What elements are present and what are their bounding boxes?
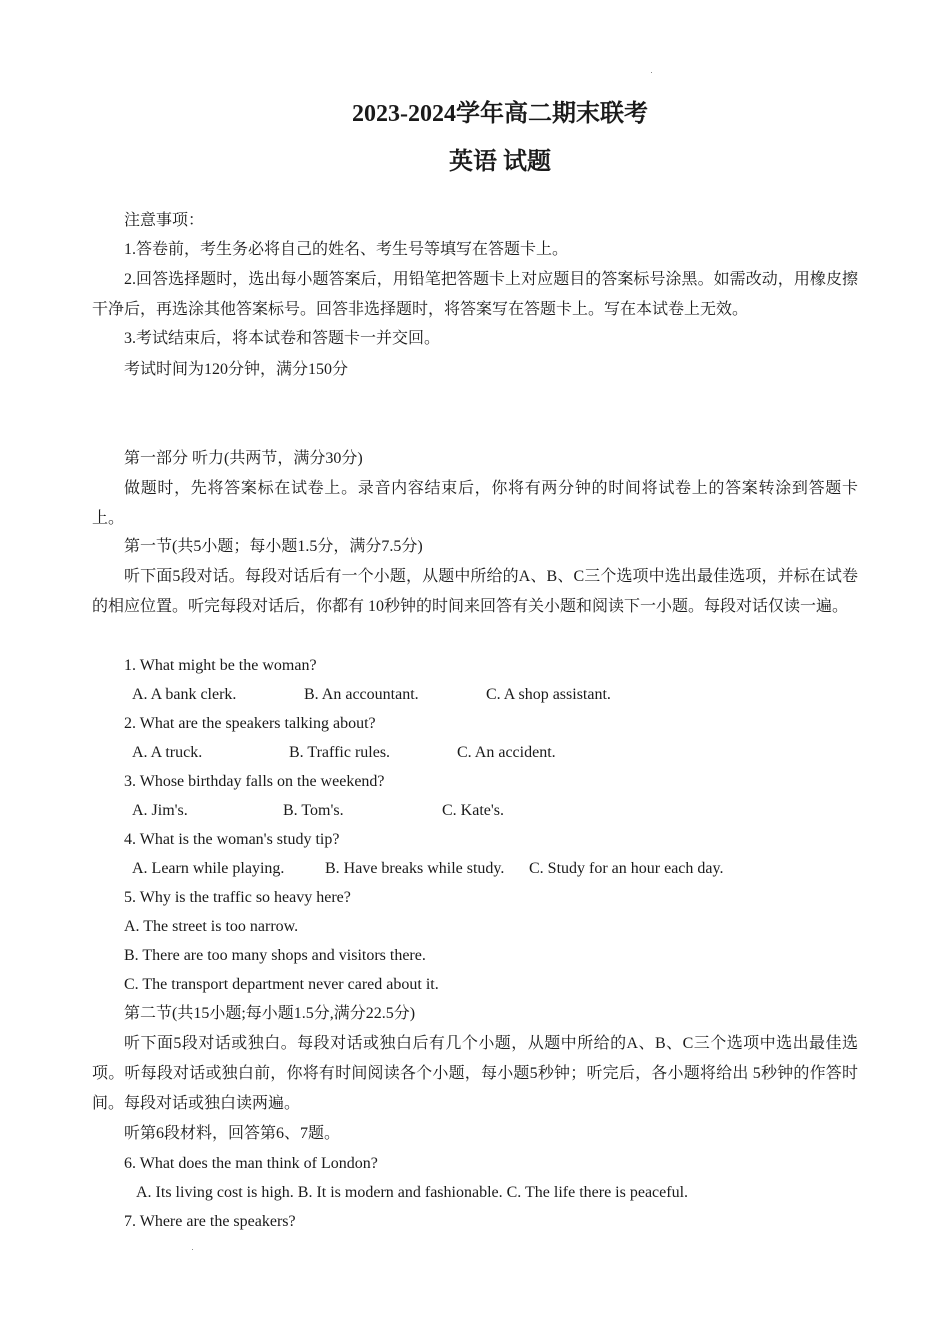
section2-heading: 第二节(共15小题;每小题1.5分,满分22.5分): [124, 1005, 416, 1022]
q1-option-c: C. A shop assistant.: [486, 686, 611, 703]
q2-option-b: B. Traffic rules.: [289, 744, 391, 761]
question-5: 5. Why is the traffic so heavy here?: [124, 889, 351, 906]
q4-option-c: C. Study for an hour each day.: [529, 860, 724, 877]
exam-title: 2023-2024学年高二期末联考: [352, 101, 648, 127]
q6-options: A. Its living cost is high. B. It is modern and fashionable. C. The life there is peaceful.: [136, 1184, 689, 1201]
section1-heading: 第一节(共5小题；每小题1.5分，满分7.5分): [124, 538, 423, 555]
q4-option-a: A. Learn while playing.: [132, 860, 285, 877]
q1-option-b: B. An accountant.: [304, 686, 419, 703]
question-7: 7. Where are the speakers?: [124, 1213, 296, 1230]
section1-instruction: 听下面5段对话。每段对话后有一个小题，从题中所给的A、B、C三个选项中选出最佳选项，并标在试卷的相应位置。听完每段对话后，你都有 10秒钟的时间来回答有关小题和阅读下一小题。每段对话仅读一遍。: [92, 568, 858, 615]
q2-option-a: A. A truck.: [132, 744, 203, 761]
question-4: 4. What is the woman's study tip?: [124, 831, 340, 848]
q5-option-a: A. The street is too narrow.: [124, 918, 299, 935]
note-1: 1.答卷前，考生务必将自己的姓名、考生号等填写在答题卡上。: [124, 241, 569, 258]
q2-option-c: C. An accident.: [457, 744, 556, 761]
scan-speck: [651, 72, 652, 73]
note-2: 2.回答选择题时，选出每小题答案后，用铅笔把答题卡上对应题目的答案标号涂黑。如需改动，用橡皮擦干净后，再选涂其他答案标号。回答非选择题时，将答案写在答题卡上。写在本试卷上无效。: [92, 271, 858, 318]
q4-option-b: B. Have breaks while study.: [325, 860, 505, 877]
q5-option-b: B. There are too many shops and visitors there.: [124, 947, 426, 964]
question-3: 3. Whose birthday falls on the weekend?: [124, 773, 385, 790]
question-2: 2. What are the speakers talking about?: [124, 715, 376, 732]
notes-heading: 注意事项：: [124, 212, 205, 229]
material-6-heading: 听第6段材料，回答第6、7题。: [124, 1125, 341, 1142]
q5-option-c: C. The transport department never cared about it.: [124, 976, 439, 993]
part1-heading: 第一部分 听力(共两节，满分30分): [124, 450, 363, 467]
question-6: 6. What does the man think of London?: [124, 1155, 378, 1172]
question-1: 1. What might be the woman?: [124, 657, 317, 674]
part1-instruction: 做题时，先将答案标在试卷上。录音内容结束后，你将有两分钟的时间将试卷上的答案转涂到答题卡上。: [92, 480, 858, 527]
exam-subtitle: 英语 试题: [449, 149, 551, 175]
note-3: 3.考试结束后，将本试卷和答题卡一并交回。: [124, 330, 441, 347]
exam-time: 考试时间为120分钟，满分150分: [124, 361, 349, 378]
q3-option-a: A. Jim's.: [132, 802, 188, 819]
q1-option-a: A. A bank clerk.: [132, 686, 237, 703]
scan-speck: [192, 1249, 193, 1250]
q3-option-c: C. Kate's.: [442, 802, 504, 819]
q3-option-b: B. Tom's.: [283, 802, 344, 819]
section2-instruction: 听下面5段对话或独白。每段对话或独白后有几个小题，从题中所给的A、B、C三个选项中选出最佳选项。听每段对话或独白前，你将有时间阅读各个小题，每小题5秒钟；听完后，各小题将给出 5秒钟的作答时间。每段对话或独白读两遍。: [92, 1035, 858, 1112]
